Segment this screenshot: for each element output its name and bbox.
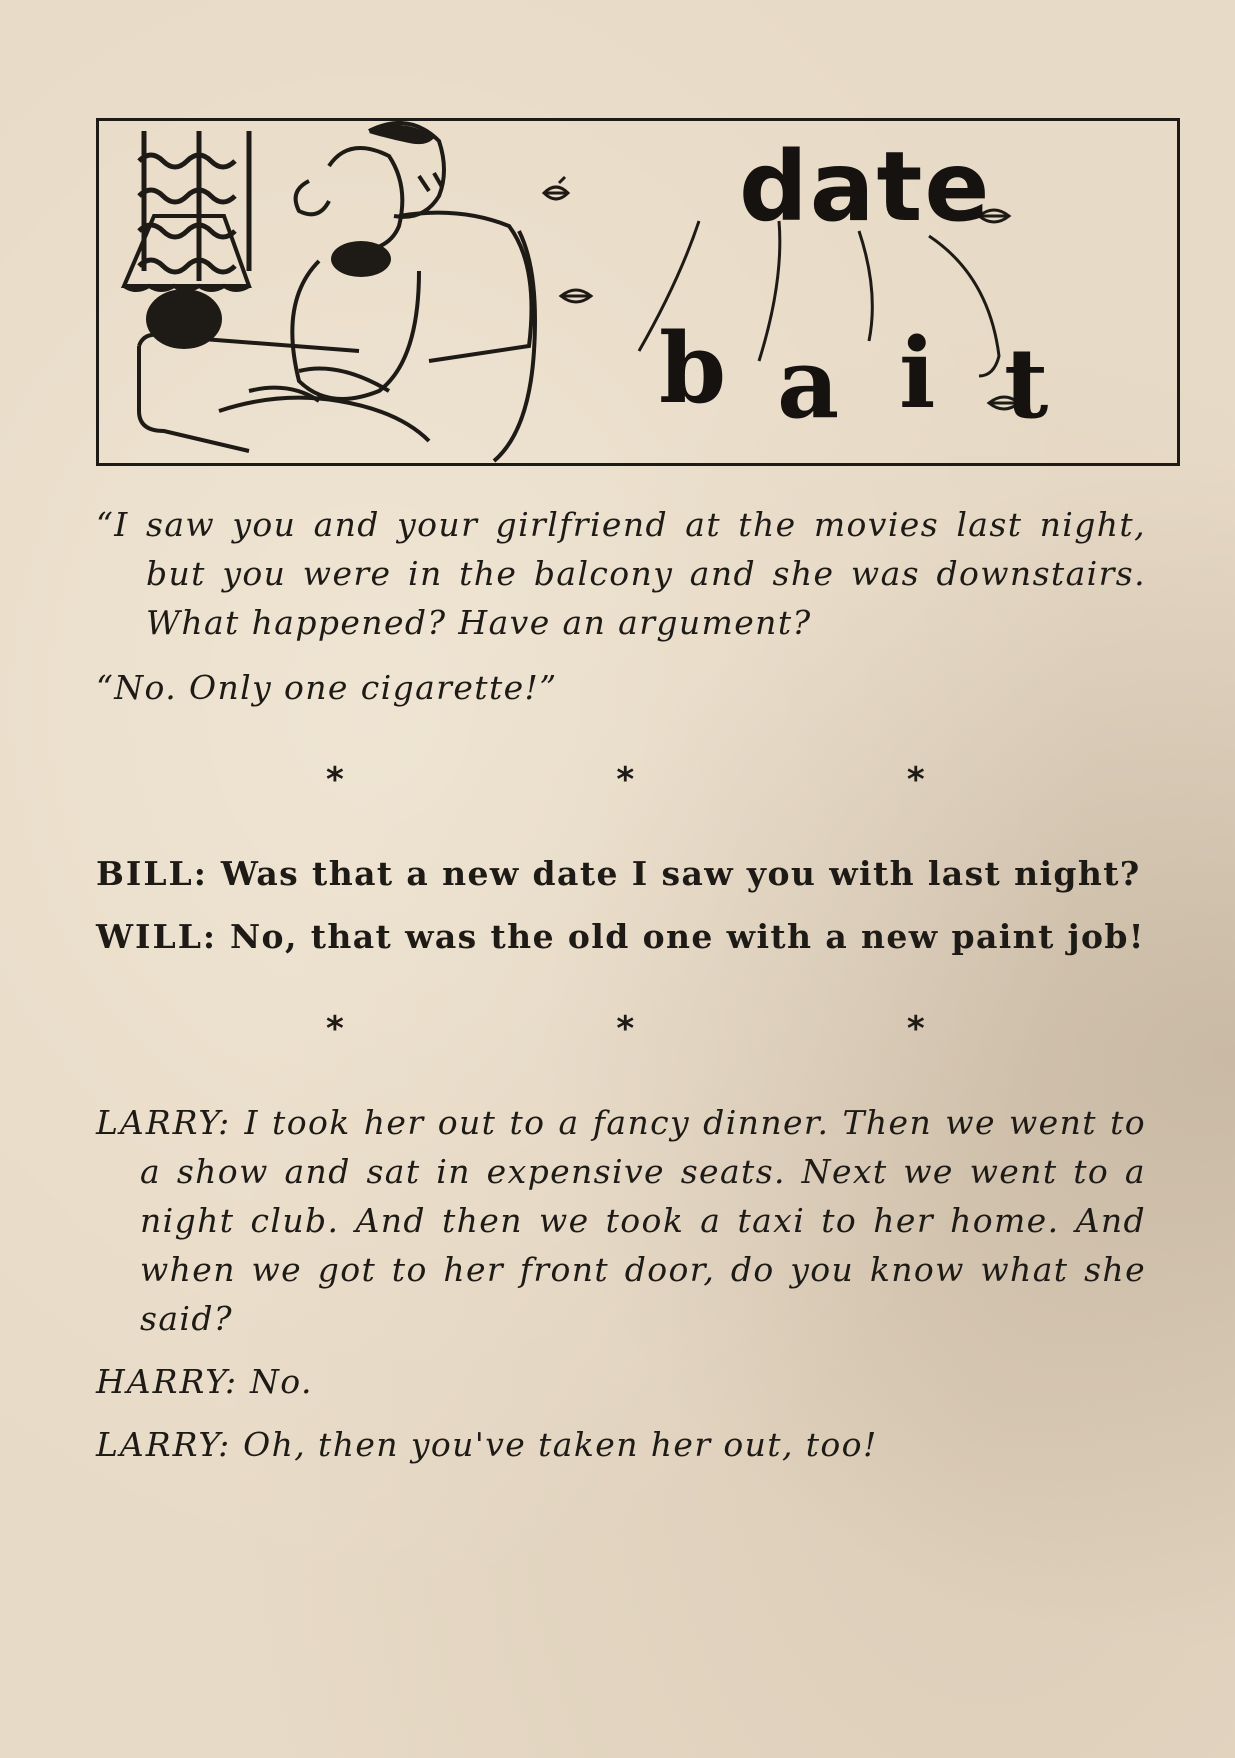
dialogue-text: Was that a new date I saw you with last night? — [220, 854, 1141, 893]
separator-asterisk: * — [326, 1009, 346, 1049]
title-bait-letter: a — [777, 327, 840, 440]
speaker-name: WILL: — [96, 917, 218, 956]
title-bait-letter: i — [899, 317, 936, 430]
separator-asterisk: * — [616, 1009, 636, 1049]
title-bait-letter: b — [659, 312, 727, 425]
dialogue-text: No, that was the old one with a new paint job! — [229, 917, 1145, 956]
speaker-name: LARRY: — [96, 1103, 232, 1142]
separator-asterisk: * — [326, 760, 346, 800]
separator — [326, 756, 926, 805]
title-bait-letter: t — [1004, 327, 1049, 440]
joke3-line — [96, 1420, 1146, 1469]
separator-asterisk: * — [906, 760, 926, 800]
dialogue-text: I took her out to a fancy dinner. Then we went to a show and sat in expensive seats. Next we went to a night club. And then we took a taxi to her home. And when we got to her front door, do you know what she said? — [140, 1103, 1147, 1338]
separator-asterisk: * — [906, 1009, 926, 1049]
dialogue-text: No. — [250, 1362, 313, 1401]
speaker-name: HARRY: — [96, 1362, 239, 1401]
jokes-content — [96, 500, 1146, 1483]
joke3-line — [96, 1357, 1146, 1406]
separator-asterisk: * — [616, 760, 636, 800]
header-illustration-panel — [96, 118, 1180, 466]
joke1-reply: “No. Only one cigarette!” — [96, 668, 558, 707]
dialogue-text: Oh, then you've taken her out, too! — [243, 1425, 878, 1464]
title-bait — [659, 311, 1079, 440]
speaker-name: LARRY: — [96, 1425, 232, 1464]
separator — [326, 1005, 926, 1054]
joke1-quote: “I saw you and your girlfriend at the movies last night, but you were in the balcony and she was downstairs. What happened? Have an argument? — [96, 505, 1146, 642]
joke2-line — [96, 849, 1146, 898]
title-date: date — [739, 131, 992, 243]
speaker-name: BILL: — [96, 854, 208, 893]
joke2-line — [96, 912, 1146, 961]
joke3-line — [96, 1098, 1146, 1343]
